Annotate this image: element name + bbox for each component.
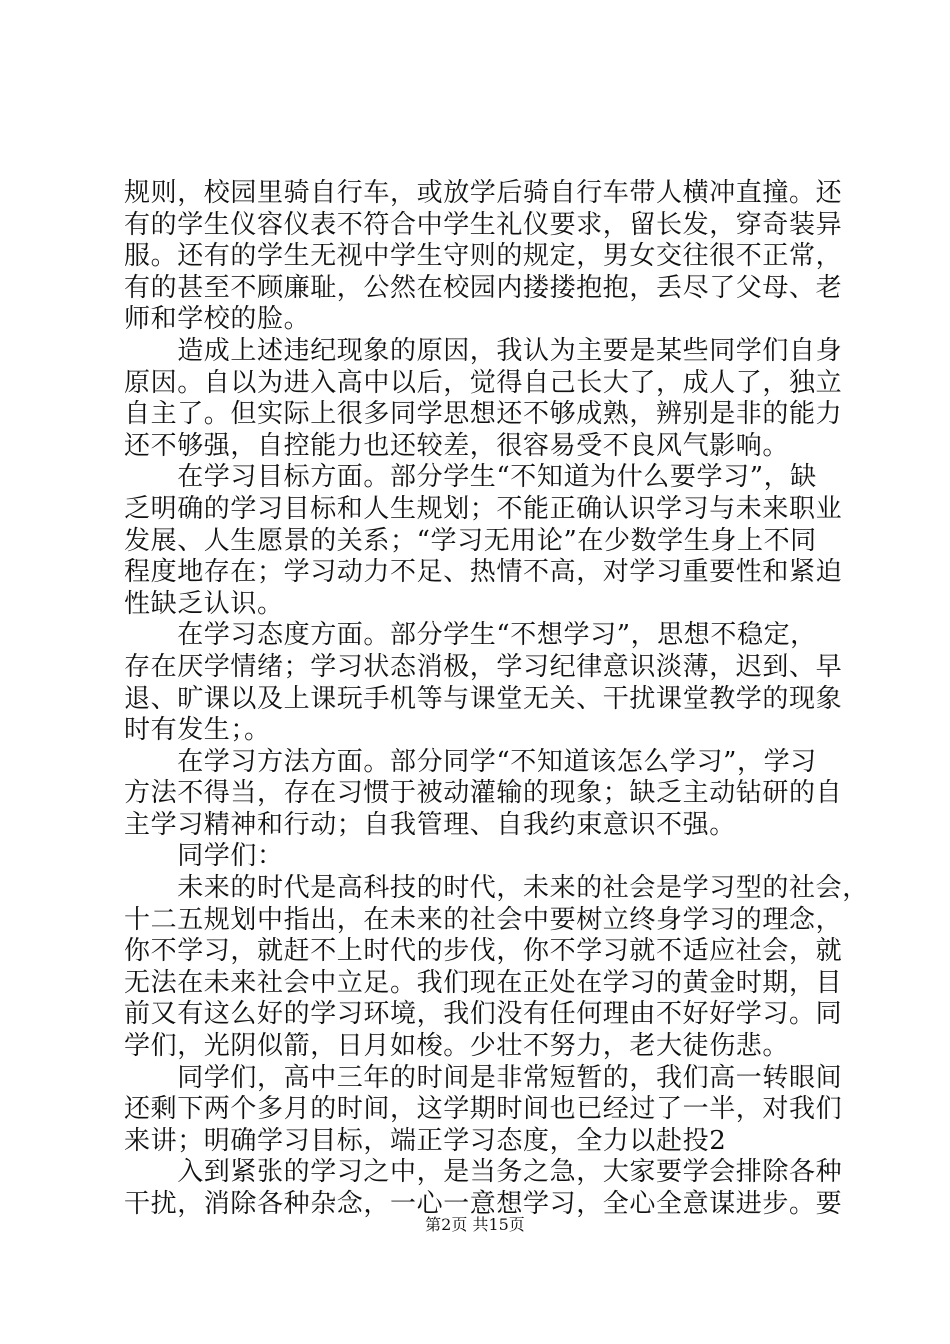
text-line: 发展、人生愿景的关系；“学习无用论”在少数学生身上不同 xyxy=(124,525,817,556)
document-body xyxy=(124,178,869,1221)
text-line: 方法不得当，存在习惯于被动灌输的现象；缺乏主动钻研的自 xyxy=(124,778,843,809)
text-line: 十二五规划中指出，在未来的社会中要树立终身学习的理念， xyxy=(124,904,843,935)
text-line: 师和学校的脸。 xyxy=(124,304,311,335)
page-number-label: 第2页 共15页 xyxy=(425,1215,525,1234)
text-line: 退、旷课以及上课玩手机等与课堂无关、干扰课堂教学的现象 xyxy=(124,683,843,714)
text-line: 未来的时代是高科技的时代，未来的社会是学习型的社会， xyxy=(124,873,869,904)
text-line: 在学习态度方面。部分学生“不想学习”，思想不稳定， xyxy=(124,620,817,651)
text-line: 干扰，消除各种杂念，一心一意想学习，全心全意谋进步。要 xyxy=(124,1189,843,1219)
text-line: 你不学习，就赶不上时代的步伐，你不学习就不适应社会，就 xyxy=(124,936,843,967)
text-line: 入到紧张的学习之中，是当务之急，大家要学会排除各种 xyxy=(124,1157,843,1188)
text-line: 原因。自以为进入高中以后，觉得自己长大了，成人了，独立 xyxy=(124,367,843,398)
text-line: 自主了。但实际上很多同学思想还不够成熟，辨别是非的能力 xyxy=(124,399,843,430)
text-line: 存在厌学情绪；学习状态消极，学习纪律意识淡薄，迟到、早 xyxy=(124,651,843,682)
text-line: 学们，光阴似箭，日月如梭。少壮不努力，老大徒伤悲。 xyxy=(124,1031,790,1062)
text-line: 同学们： xyxy=(124,841,284,872)
text-line: 造成上述违纪现象的原因，我认为主要是某些同学们自身 xyxy=(124,335,843,366)
text-line: 还不够强，自控能力也还较差，很容易受不良风气影响。 xyxy=(124,430,790,461)
page-footer xyxy=(0,1215,950,1235)
text-line: 性缺乏认识。 xyxy=(124,588,284,619)
text-line: 在学习目标方面。部分学生“不知道为什么要学习”，缺 xyxy=(124,462,817,493)
text-line: 有的甚至不顾廉耻，公然在校园内搂搂抱抱，丢尽了父母、老 xyxy=(124,272,843,303)
text-line: 时有发生；。 xyxy=(124,715,271,746)
text-line: 乏明确的学习目标和人生规划；不能正确认识学习与未来职业 xyxy=(124,493,843,524)
text-line: 规则，校园里骑自行车，或放学后骑自行车带人横冲直撞。还 xyxy=(124,178,843,208)
text-line: 在学习方法方面。部分同学“不知道该怎么学习”，学习 xyxy=(124,746,817,777)
text-line: 来讲；明确学习目标，端正学习态度，全力以赴投2 xyxy=(124,1125,727,1156)
text-line: 同学们，高中三年的时间是非常短暂的，我们高一转眼间 xyxy=(124,1062,843,1093)
text-line: 服。还有的学生无视中学生守则的规定，男女交往很不正常， xyxy=(124,241,843,272)
text-line: 有的学生仪容仪表不符合中学生礼仪要求，留长发，穿奇装异 xyxy=(124,209,843,240)
text-line: 还剩下两个多月的时间，这学期时间也已经过了一半，对我们 xyxy=(124,1094,843,1125)
text-line: 前又有这么好的学习环境，我们没有任何理由不好好学习。同 xyxy=(124,999,843,1030)
text-line: 程度地存在；学习动力不足、热情不高，对学习重要性和紧迫 xyxy=(124,557,843,588)
text-line: 无法在未来社会中立足。我们现在正处在学习的黄金时期，目 xyxy=(124,967,843,998)
text-line: 主学习精神和行动；自我管理、自我约束意识不强。 xyxy=(124,809,736,840)
